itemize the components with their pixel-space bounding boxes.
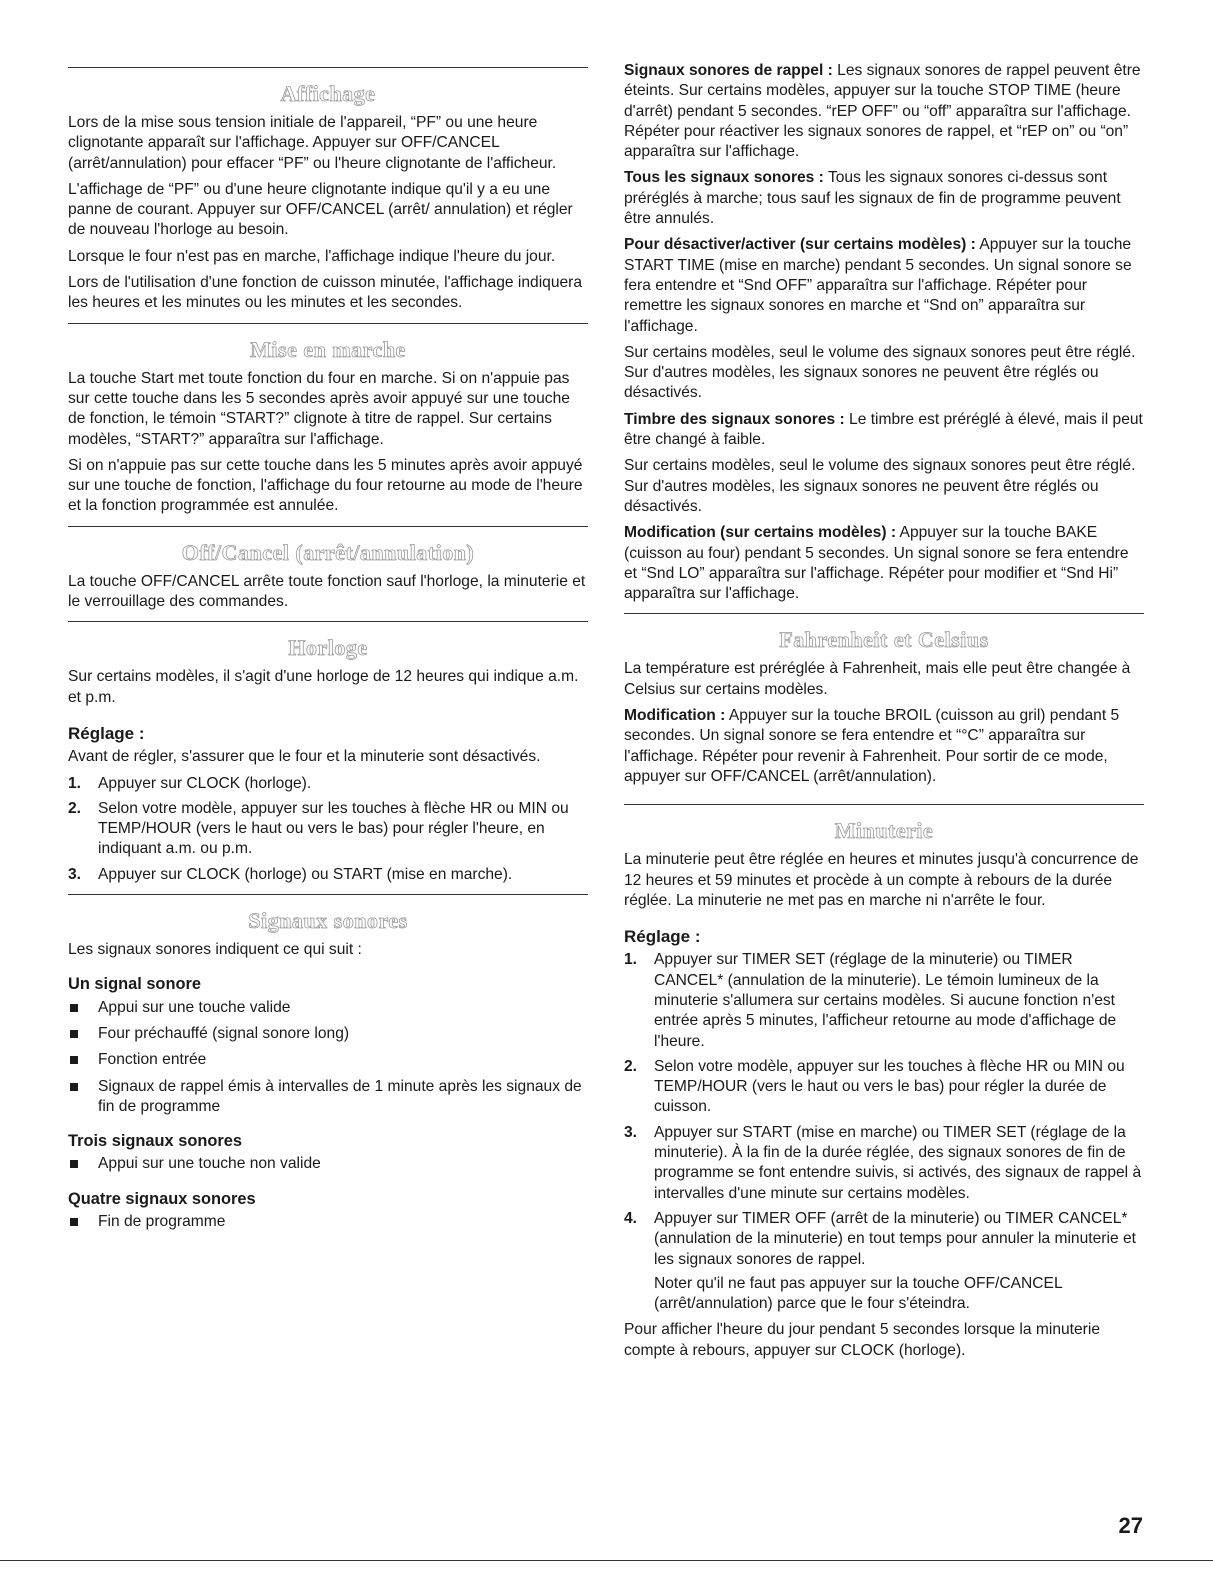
section-heading-signaux-sonores: Signaux sonores xyxy=(248,908,408,934)
paragraph: La touche Start met toute fonction du four en marche. Si on n'appuie pas sur cette touche dans les 5 secondes après avoir appuyé sur une touche de fonction, le témoin “START?” clignote à titre de rappel. Sur certains modèles, “START?” apparaîtra sur l'affichage. xyxy=(68,369,570,448)
subheading-trois-signaux: Trois signaux sonores xyxy=(68,1132,242,1151)
section-heading-fahrenheit-celsius: Fahrenheit et Celsius xyxy=(779,627,989,653)
paragraph: Si on n'appuie pas sur cette touche dans les 5 minutes après avoir appuyé sur une touche de fonction, l'affichage du four retourne au mode de l'heure et la fonction programmée est annulée. xyxy=(68,456,583,515)
list-item-text: Appui sur une touche non valide xyxy=(98,1155,321,1173)
section-heading-horloge: Horloge xyxy=(288,635,368,661)
list-item xyxy=(68,1024,588,1044)
paragraph-label: Signaux sonores de rappel : xyxy=(624,62,833,79)
paragraph-text: Appuyer sur la touche BAKE (cuisson au four) pendant 5 secondes. Un signal sonore se fera entendre et “Snd LO” apparaîtra sur l'affichage. Répéter pour modifier et “Snd Hi” apparaîtra sur l'affichage. xyxy=(624,524,1129,603)
step-number: 4. xyxy=(624,1209,638,1227)
square-bullet-icon xyxy=(70,1056,78,1064)
paragraph-text: Sur certains modèles, seul le volume des signaux sonores peut être réglé. Sur d'autres modèles, les signaux sonores ne peuvent être réglés ou désactivés. xyxy=(624,343,1136,402)
list-item-text: Appui sur une touche valide xyxy=(98,998,291,1016)
section-divider xyxy=(68,894,588,895)
paragraph-text: Le timbre est préréglé à élevé, mais il peut être changé à faible. xyxy=(624,410,1143,449)
square-bullet-icon xyxy=(70,1083,78,1091)
paragraph-text: Appuyer sur la touche START TIME (mise en marche) pendant 5 secondes. Un signal sonore se fera entendre et “Snd OFF” apparaîtra sur l'affichage. Répéter pour remettre les signaux sonores en marche et “Snd on” apparaîtra sur l'affichage. xyxy=(624,236,1132,335)
footer-divider xyxy=(0,1560,1213,1561)
right-column xyxy=(624,0,1144,1367)
paragraph xyxy=(624,235,1144,336)
list-item-text: Signaux de rappel émis à intervalles de 1 minute après les signaux de fin de programme xyxy=(98,1077,582,1115)
page-number: 27 xyxy=(1118,1513,1143,1538)
paragraph xyxy=(624,61,1144,162)
square-bullet-icon xyxy=(70,1218,78,1226)
paragraph: L'affichage de “PF” ou d'une heure clignotante indique qu'il y a eu une panne de courant. Appuyer sur OFF/CANCEL (arrêt/ annulation) et régler de nouveau l'horloge au besoin. xyxy=(68,180,573,239)
paragraph: Lors de l'utilisation d'une fonction de cuisson minutée, l'affichage indiquera les heures et les minutes ou les minutes et les secondes. xyxy=(68,274,583,312)
section-divider xyxy=(624,804,1144,805)
step-item xyxy=(624,950,1144,1051)
step-item xyxy=(624,1057,1144,1118)
paragraph-text: Les signaux sonores de rappel peuvent être éteints. Sur certains modèles, appuyer sur la touche STOP TIME (heure d'arrêt) pendant 5 secondes. “rEP OFF” ou “off” apparaîtra sur l'affichage. Répéter pour réactiver les signaux sonores de rappel, et “rEP on” ou “on” apparaîtra sur l'affichage. xyxy=(624,62,1141,161)
section-heading-mise-en-marche: Mise en marche xyxy=(250,336,406,362)
steps-list xyxy=(624,950,1144,1314)
steps-list xyxy=(68,774,588,885)
list-item xyxy=(68,1050,588,1070)
step-item xyxy=(68,774,588,794)
step-text: Appuyer sur TIMER OFF (arrêt de la minuterie) ou TIMER CANCEL* (annulation de la minuterie) en tout temps pour annuler la minuterie et les signaux sonores de rappel. xyxy=(654,1209,1136,1268)
step-text: Appuyer sur TIMER SET (réglage de la minuterie) ou TIMER CANCEL* (annulation de la minuterie). Le témoin lumineux de la minuterie s'allumera sur certains modèles. Si aucune fonction n'est entrée après 5 minutes, l'afficheur retourne au mode d'affichage de l'heure. xyxy=(654,951,1117,1050)
section-divider xyxy=(624,613,1144,614)
paragraph xyxy=(624,168,1144,229)
paragraph: Lorsque le four n'est pas en marche, l'affichage indique l'heure du jour. xyxy=(68,247,556,265)
step-text: Appuyer sur START (mise en marche) ou TIMER SET (réglage de la minuterie). À la fin de la durée réglée, des signaux sonores de fin de programme se font entendre suivis, si activés, des signaux de rappel à intervalles d'une minute sur certains modèles. xyxy=(654,1123,1142,1202)
square-bullet-icon xyxy=(70,1160,78,1168)
paragraph-label: Tous les signaux sonores : xyxy=(624,169,824,187)
paragraph: La minuterie peut être réglée en heures et minutes jusqu'à concurrence de 12 heures et 59 minutes et procède à un compte à rebours de la durée réglée. La minuterie ne met pas en marche ni n'arrête le four. xyxy=(624,851,1139,909)
paragraph xyxy=(624,410,1144,451)
subheading-un-signal: Un signal sonore xyxy=(68,975,201,994)
subheading-reglage: Réglage : xyxy=(624,927,701,947)
paragraph: Les signaux sonores indiquent ce qui suit : xyxy=(68,941,362,959)
paragraph: Sur certains modèles, il s'agit d'une horloge de 12 heures qui indique a.m. et p.m. xyxy=(68,668,579,706)
step-text: Selon votre modèle, appuyer sur les touches à flèche HR ou MIN ou TEMP/HOUR (vers le haut ou vers le bas) pour régler la durée de cuisson. xyxy=(654,1057,1125,1116)
bullet-list xyxy=(68,998,588,1117)
step-number: 1. xyxy=(68,774,82,792)
paragraph: Avant de régler, s'assurer que le four et la minuterie sont désactivés. xyxy=(68,748,541,766)
step-number: 2. xyxy=(624,1057,638,1075)
paragraph xyxy=(624,706,1144,787)
list-item xyxy=(68,998,588,1018)
list-item xyxy=(68,1154,588,1174)
section-divider xyxy=(68,323,588,324)
paragraph-label: Timbre des signaux sonores : xyxy=(624,410,845,428)
step-item xyxy=(68,799,588,860)
bullet-list xyxy=(68,1212,588,1232)
paragraph xyxy=(624,523,1144,604)
list-item-text: Fin de programme xyxy=(98,1212,226,1230)
list-item xyxy=(68,1212,588,1232)
square-bullet-icon xyxy=(70,1004,78,1012)
step-text: Appuyer sur CLOCK (horloge) ou START (mise en marche). xyxy=(98,865,513,883)
paragraph-text: Tous les signaux sonores ci-dessus sont préréglés à marche; tous sauf les signaux de fin de programme peuvent être annulés. xyxy=(624,169,1121,228)
paragraph-text: Sur certains modèles, seul le volume des signaux sonores peut être réglé. Sur d'autres modèles, les signaux sonores ne peuvent être réglés ou désactivés. xyxy=(624,457,1136,515)
step-number: 1. xyxy=(624,951,638,969)
paragraph-label: Pour désactiver/activer (sur certains modèles) : xyxy=(624,236,976,254)
square-bullet-icon xyxy=(70,1030,78,1038)
step-note: Noter qu'il ne faut pas appuyer sur la touche OFF/CANCEL (arrêt/annulation) parce que le four s'éteindra. xyxy=(654,1274,1063,1313)
paragraph xyxy=(624,456,1144,517)
step-number: 3. xyxy=(68,865,82,883)
paragraph xyxy=(624,343,1144,404)
paragraph-text: Appuyer sur la touche BROIL (cuisson au gril) pendant 5 secondes. Un signal sonore se fera entendre et “°C” apparaîtra sur l'affichage. Répéter pour revenir à Fahrenheit. Pour sortir de ce mode, appuyer sur OFF/CANCEL (arrêt/annulation). xyxy=(624,707,1120,785)
step-item xyxy=(68,865,588,885)
section-divider xyxy=(68,526,588,527)
step-text: Appuyer sur CLOCK (horloge). xyxy=(98,774,312,792)
section-heading-minuterie: Minuterie xyxy=(834,818,934,844)
subheading-quatre-signaux: Quatre signaux sonores xyxy=(68,1189,256,1208)
bullet-list xyxy=(68,1154,588,1174)
step-item xyxy=(624,1209,1144,1314)
list-item xyxy=(68,1077,588,1118)
left-column xyxy=(68,0,588,1238)
list-item-text: Four préchauffé (signal sonore long) xyxy=(98,1024,350,1042)
step-item xyxy=(624,1123,1144,1204)
paragraph: La température est préréglée à Fahrenheit, mais elle peut être changée à Celsius sur certains modèles. xyxy=(624,660,1131,698)
subheading-reglage: Réglage : xyxy=(68,723,145,743)
step-number: 2. xyxy=(68,799,82,817)
paragraph: La touche OFF/CANCEL arrête toute fonction sauf l'horloge, la minuterie et le verrouillage des commandes. xyxy=(68,572,586,611)
paragraph-label: Modification : xyxy=(624,707,726,725)
step-text: Selon votre modèle, appuyer sur les touches à flèche HR ou MIN ou TEMP/HOUR (vers le haut ou vers le bas) pour régler l'heure, en indiquant a.m. ou p.m. xyxy=(98,799,569,858)
paragraph-label: Modification (sur certains modèles) : xyxy=(624,524,897,542)
section-divider xyxy=(68,67,588,68)
list-item-text: Fonction entrée xyxy=(98,1051,207,1069)
section-divider xyxy=(68,621,588,622)
section-heading-affichage: Affichage xyxy=(280,81,376,106)
step-number: 3. xyxy=(624,1123,638,1141)
paragraph: Lors de la mise sous tension initiale de l'appareil, “PF” ou une heure clignotante apparaît sur l'affichage. Appuyer sur OFF/CANCEL (arrêt/annulation) pour effacer “PF” ou l'heure clignotante de l'afficheur. xyxy=(68,114,557,172)
paragraph: Pour afficher l'heure du jour pendant 5 secondes lorsque la minuterie compte à rebours, appuyer sur CLOCK (horloge). xyxy=(624,1321,1100,1359)
section-heading-off-cancel: Off/Cancel (arrêt/annulation) xyxy=(181,539,475,565)
